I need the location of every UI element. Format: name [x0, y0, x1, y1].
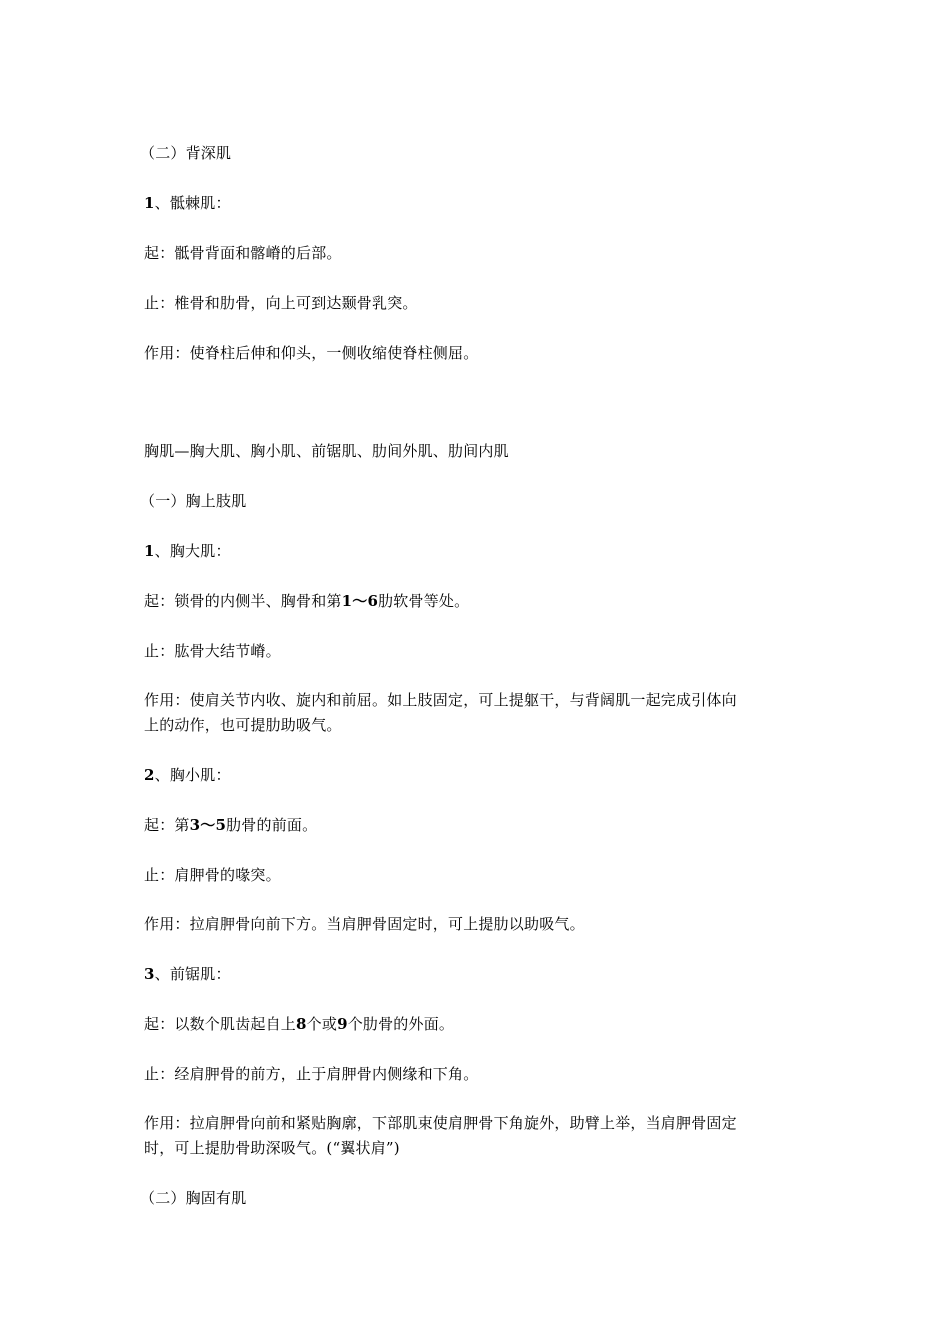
- origin-text: 起：骶骨背面和髂嵴的后部。: [144, 244, 342, 262]
- muscle-name: 、胸大肌：: [154, 542, 231, 560]
- origin-text-c: 个肋骨的外面。: [347, 1015, 455, 1033]
- muscle-number: 1: [144, 194, 155, 212]
- origin-text: [144, 1012, 454, 1036]
- origin-text-a: 起：第: [144, 816, 190, 834]
- muscle-number: 1: [144, 542, 155, 560]
- muscle-name: 、前锯肌：: [154, 965, 231, 983]
- origin-text-a: 起：锁骨的内侧半、胸骨和第: [144, 592, 342, 610]
- origin-text: [144, 813, 317, 837]
- origin-text-b: 个或: [306, 1015, 338, 1033]
- chest-summary: 胸肌—胸大肌、胸小肌、前锯肌、肋间外肌、肋间内肌: [144, 442, 509, 460]
- muscle-number: 3: [144, 965, 155, 983]
- muscle-title-pectoralis-major: [144, 539, 231, 563]
- rib-count-b: 9: [337, 1015, 348, 1033]
- muscle-name: 、胸小肌：: [154, 766, 231, 784]
- section-heading-chest-upper: （一）胸上肢肌: [140, 492, 247, 510]
- muscle-number: 2: [144, 766, 155, 784]
- origin-text-b: 肋软骨等处。: [378, 592, 470, 610]
- action-text: 作用：拉肩胛骨向前下方。当肩胛骨固定时，可上提肋以助吸气。: [144, 915, 585, 933]
- insertion-text: 止：肩胛骨的喙突。: [144, 866, 281, 884]
- muscle-title-erector-spinae: [144, 191, 231, 215]
- action-text-line2: 上的动作，也可提肋助吸气。: [144, 716, 342, 734]
- action-text: 作用：使脊柱后伸和仰头，一侧收缩使脊柱侧屈。: [144, 344, 479, 362]
- action-text-line1: 作用：使肩关节内收、旋内和前屈。如上肢固定，可上提躯干，与背阔肌一起完成引体向: [144, 691, 737, 709]
- action-text-line1: 作用：拉肩胛骨向前和紧贴胸廓，下部肌束使肩胛骨下角旋外，助臂上举，当肩胛骨固定: [144, 1114, 737, 1132]
- insertion-text: 止：椎骨和肋骨，向上可到达颞骨乳突。: [144, 294, 418, 312]
- rib-range: 3～5: [189, 816, 227, 834]
- section-heading-chest-proper: （二）胸固有肌: [140, 1189, 247, 1207]
- origin-text-b: 肋骨的前面。: [226, 816, 318, 834]
- rib-count-a: 8: [296, 1015, 307, 1033]
- muscle-title-pectoralis-minor: [144, 763, 231, 787]
- origin-text: [144, 589, 469, 613]
- muscle-title-serratus-anterior: [144, 962, 231, 986]
- insertion-text: 止：肱骨大结节嵴。: [144, 642, 281, 660]
- muscle-name: 、骶棘肌：: [154, 194, 231, 212]
- rib-range: 1～6: [341, 592, 379, 610]
- section-heading-back-deep: （二）背深肌: [140, 144, 232, 162]
- origin-text-a: 起：以数个肌齿起自上: [144, 1015, 297, 1033]
- insertion-text: 止：经肩胛骨的前方，止于肩胛骨内侧缘和下角。: [144, 1065, 479, 1083]
- action-text-line2: 时，可上提肋骨助深吸气。(“翼状肩”): [144, 1139, 400, 1157]
